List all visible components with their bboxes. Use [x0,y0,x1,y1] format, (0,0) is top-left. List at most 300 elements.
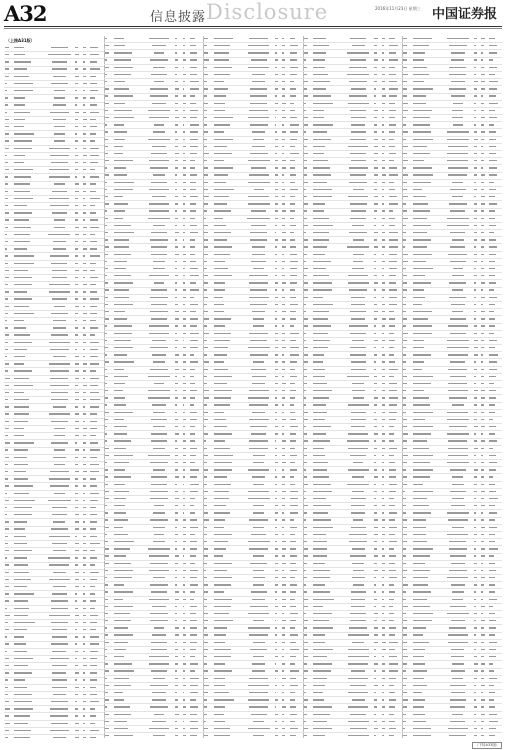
table-cell [274,447,282,450]
text-placeholder-bar [14,313,33,314]
table-cell [274,304,282,307]
text-placeholder-bar [183,354,186,355]
table-cell [388,59,402,62]
table-row [203,201,303,208]
table-cell [213,131,243,134]
text-placeholder-bar [290,541,296,542]
table-cell [74,327,82,330]
table-cell [388,368,402,371]
table-cell [74,176,82,179]
text-placeholder-bar [83,342,86,343]
table-cell [174,447,182,450]
table-cell [82,665,90,668]
table-cell [143,641,174,644]
text-placeholder-bar [175,167,178,168]
table-cell [104,634,113,637]
table-cell [182,649,190,652]
text-placeholder-bar [374,376,377,377]
table-cell [189,383,203,386]
table-cell [174,649,182,652]
text-placeholder-bar [190,721,198,722]
table-cell [213,232,243,235]
text-placeholder-bar [183,678,186,679]
table-row [4,563,104,570]
text-placeholder-bar [190,627,197,628]
table-cell [303,88,312,91]
text-placeholder-bar [250,153,268,154]
text-placeholder-bar [5,550,9,551]
table-cell [373,246,381,249]
table-row [203,453,303,460]
table-cell [182,577,190,580]
table-cell [89,61,103,64]
table-cell [213,239,243,242]
text-placeholder-bar [153,361,166,362]
text-placeholder-bar [14,320,24,321]
text-placeholder-bar [90,622,97,623]
table-cell [203,419,212,422]
table-cell [243,627,274,630]
text-placeholder-bar [249,333,269,334]
text-placeholder-bar [105,139,108,140]
table-row [104,137,204,144]
table-cell [43,528,74,531]
table-cell [143,282,174,285]
text-placeholder-bar [114,620,131,621]
text-placeholder-bar [90,636,98,637]
table-cell [303,332,312,335]
table-cell [143,404,174,407]
text-placeholder-bar [313,232,329,233]
table-cell [274,311,282,314]
text-placeholder-bar [275,139,278,140]
text-placeholder-bar [382,311,385,312]
table-cell [182,354,190,357]
table-cell [342,354,373,357]
text-placeholder-bar [90,47,97,48]
table-cell [143,692,174,695]
table-cell [289,203,303,206]
table-row [104,352,204,359]
table-cell [104,577,113,580]
table-cell [213,656,243,659]
table-cell [143,160,174,163]
text-placeholder-bar [105,131,109,132]
table-cell [203,684,212,687]
table-cell [189,260,203,263]
table-cell [289,239,303,242]
text-placeholder-bar [52,687,67,688]
table-row [104,79,204,86]
text-placeholder-bar [83,298,86,299]
table-cell [43,348,74,351]
text-placeholder-bar [114,714,131,715]
text-placeholder-bar [75,500,78,501]
text-placeholder-bar [83,464,86,465]
text-placeholder-bar [5,507,7,508]
table-cell [342,275,373,278]
table-cell [82,298,90,301]
table-row [303,359,403,366]
table-row [104,683,204,690]
table-cell [43,435,74,438]
text-placeholder-bar [90,528,96,529]
text-placeholder-bar [282,160,286,161]
table-cell [388,153,402,156]
text-placeholder-bar [90,507,96,508]
text-placeholder-bar [275,203,279,204]
table-cell [373,339,381,342]
table-cell [43,643,74,646]
text-placeholder-bar [214,527,225,528]
table-cell [289,684,303,687]
table-cell [274,720,282,723]
table-cell [13,622,43,625]
table-cell [13,190,43,193]
table-row [104,704,204,711]
table-cell [143,196,174,199]
table-cell [43,672,74,675]
table-cell [13,47,43,50]
text-placeholder-bar [54,90,64,91]
text-placeholder-bar [175,548,177,549]
text-placeholder-bar [75,435,78,436]
text-placeholder-bar [51,421,67,422]
text-placeholder-bar [83,406,85,407]
table-cell [281,440,289,443]
table-cell [388,375,402,378]
text-placeholder-bar [114,476,131,477]
table-cell [4,507,13,510]
text-placeholder-bar [214,95,226,96]
text-placeholder-bar [349,67,367,68]
text-placeholder-bar [351,88,366,89]
text-placeholder-bar [290,139,297,140]
table-row [104,582,204,589]
table-cell [289,383,303,386]
text-placeholder-bar [75,255,78,256]
text-placeholder-bar [374,210,377,211]
table-cell [189,390,203,393]
table-row [104,173,204,180]
table-cell [89,320,103,323]
text-placeholder-bar [14,191,29,192]
table-cell [113,620,143,623]
text-placeholder-bar [249,38,268,39]
table-cell [289,181,303,184]
table-row [4,354,104,361]
text-placeholder-bar [14,219,29,220]
text-placeholder-bar [105,476,109,477]
table-cell [274,684,282,687]
table-row [104,158,204,165]
text-placeholder-bar [190,433,195,434]
text-placeholder-bar [382,182,385,183]
text-placeholder-bar [190,519,197,520]
table-cell [89,463,103,466]
table-row [4,261,104,268]
text-placeholder-bar [389,38,395,39]
table-cell [82,535,90,538]
table-cell [274,735,282,738]
text-placeholder-bar [304,81,308,82]
text-placeholder-bar [250,239,266,240]
table-row [203,352,303,359]
text-placeholder-bar [90,334,94,335]
text-placeholder-bar [389,110,396,111]
text-placeholder-bar [349,325,368,326]
text-placeholder-bar [290,246,296,247]
text-placeholder-bar [183,570,187,571]
text-placeholder-bar [152,721,166,722]
table-cell [243,210,274,213]
table-cell [342,325,373,328]
table-cell [74,514,82,517]
text-placeholder-bar [290,527,297,528]
text-placeholder-bar [175,433,179,434]
text-placeholder-bar [214,311,224,312]
text-placeholder-bar [50,255,69,256]
text-placeholder-bar [275,232,277,233]
table-cell [82,614,90,617]
table-cell [312,390,342,393]
table-cell [281,45,289,48]
table-cell [203,375,212,378]
table-cell [213,519,243,522]
table-cell [281,260,289,263]
text-placeholder-bar [382,189,384,190]
table-cell [89,356,103,359]
table-cell [373,224,381,227]
table-cell [89,377,103,380]
table-row [104,165,204,172]
table-cell [104,519,113,522]
table-cell [289,95,303,98]
text-placeholder-bar [51,643,68,644]
table-cell [388,196,402,199]
table-cell [143,390,174,393]
table-cell [104,483,113,486]
table-cell [281,390,289,393]
table-cell [281,217,289,220]
table-cell [143,88,174,91]
text-placeholder-bar [151,433,168,434]
text-placeholder-bar [54,183,65,184]
text-placeholder-bar [304,311,306,312]
text-placeholder-bar [5,615,10,616]
table-cell [373,189,381,192]
table-cell [381,109,389,112]
table-cell [373,304,381,307]
table-cell [213,59,243,62]
table-row [4,527,104,534]
text-placeholder-bar [83,658,86,659]
table-cell [174,720,182,723]
text-placeholder-bar [114,491,129,492]
table-cell [104,613,113,616]
text-placeholder-bar [183,282,185,283]
text-placeholder-bar [190,620,197,621]
table-cell [82,97,90,100]
table-cell [104,332,113,335]
text-placeholder-bar [75,76,78,77]
text-placeholder-bar [290,519,295,520]
table-cell [203,411,212,414]
table-row [4,699,104,706]
text-placeholder-bar [252,146,264,147]
table-cell [143,354,174,357]
text-placeholder-bar [252,663,265,664]
table-cell [13,327,43,330]
text-placeholder-bar [348,196,367,197]
table-cell [89,305,103,308]
text-placeholder-bar [14,356,24,357]
table-cell [13,291,43,294]
text-placeholder-bar [105,318,109,319]
text-placeholder-bar [351,369,366,370]
table-cell [13,442,43,445]
text-placeholder-bar [282,103,285,104]
text-placeholder-bar [151,419,167,420]
table-cell [43,341,74,344]
text-placeholder-bar [249,404,268,405]
table-cell [243,167,274,170]
text-placeholder-bar [290,52,298,53]
text-placeholder-bar [75,413,79,414]
text-placeholder-bar [90,665,96,666]
table-cell [289,253,303,256]
table-cell [303,268,312,271]
text-placeholder-bar [250,95,267,96]
table-cell [213,541,243,544]
table-cell [213,462,243,465]
text-placeholder-bar [105,282,109,283]
text-placeholder-bar [304,38,308,39]
table-cell [104,433,113,436]
table-cell [388,246,402,249]
text-placeholder-bar [204,95,207,96]
text-placeholder-bar [175,397,178,398]
table-row [303,165,403,172]
text-placeholder-bar [51,622,68,623]
text-placeholder-bar [290,649,299,650]
text-placeholder-bar [183,642,186,643]
text-placeholder-bar [248,196,268,197]
text-placeholder-bar [204,196,208,197]
table-cell [74,729,82,732]
text-placeholder-bar [175,555,179,556]
table-cell [213,117,243,120]
text-placeholder-bar [114,663,132,664]
text-placeholder-bar [214,81,224,82]
text-placeholder-bar [175,448,178,449]
text-placeholder-bar [313,203,324,204]
table-cell [174,354,182,357]
table-cell [274,153,282,156]
table-cell [243,311,274,314]
table-row [4,361,104,368]
text-placeholder-bar [389,289,397,290]
text-placeholder-bar [190,38,195,39]
table-cell [82,600,90,603]
text-placeholder-bar [90,550,95,551]
text-placeholder-bar [313,189,332,190]
text-placeholder-bar [105,519,108,520]
table-cell [182,174,190,177]
table-cell [289,498,303,501]
text-placeholder-bar [83,737,86,738]
text-placeholder-bar [83,270,87,271]
table-cell [43,384,74,387]
text-placeholder-bar [204,692,207,693]
table-cell [143,411,174,414]
table-cell [281,81,289,84]
text-placeholder-bar [105,167,107,168]
text-placeholder-bar [175,261,177,262]
table-cell [289,347,303,350]
text-placeholder-bar [304,210,307,211]
text-placeholder-bar [51,162,67,163]
text-placeholder-bar [374,45,377,46]
table-cell [189,555,203,558]
table-row [4,735,104,738]
table-cell [113,189,143,192]
text-placeholder-bar [90,687,96,688]
table-row [4,325,104,332]
table-cell [43,399,74,402]
table-cell [243,203,274,206]
table-cell [281,117,289,120]
text-placeholder-bar [14,112,29,113]
table-row [104,230,204,237]
table-cell [113,605,143,608]
text-placeholder-bar [175,577,177,578]
text-placeholder-bar [350,347,366,348]
table-cell [213,95,243,98]
text-placeholder-bar [151,440,166,441]
text-placeholder-bar [204,81,207,82]
table-cell [89,507,103,510]
text-placeholder-bar [282,663,285,664]
text-placeholder-bar [183,182,186,183]
table-cell [13,435,43,438]
table-cell [274,160,282,163]
table-cell [104,38,113,41]
table-cell [104,361,113,364]
table-cell [143,713,174,716]
table-cell [189,692,203,695]
table-cell [342,304,373,307]
text-placeholder-bar [5,730,9,731]
text-placeholder-bar [382,369,385,370]
text-placeholder-bar [183,81,185,82]
text-placeholder-bar [90,327,97,328]
table-cell [189,95,203,98]
table-cell [104,196,113,199]
table-cell [274,246,282,249]
table-row [4,663,104,670]
text-placeholder-bar [75,543,79,544]
table-cell [43,428,74,431]
text-placeholder-bar [350,110,366,111]
text-placeholder-bar [313,369,325,370]
text-placeholder-bar [275,620,277,621]
table-cell [89,593,103,596]
table-cell [89,284,103,287]
table-cell [43,600,74,603]
text-placeholder-bar [275,325,278,326]
text-placeholder-bar [105,663,108,664]
